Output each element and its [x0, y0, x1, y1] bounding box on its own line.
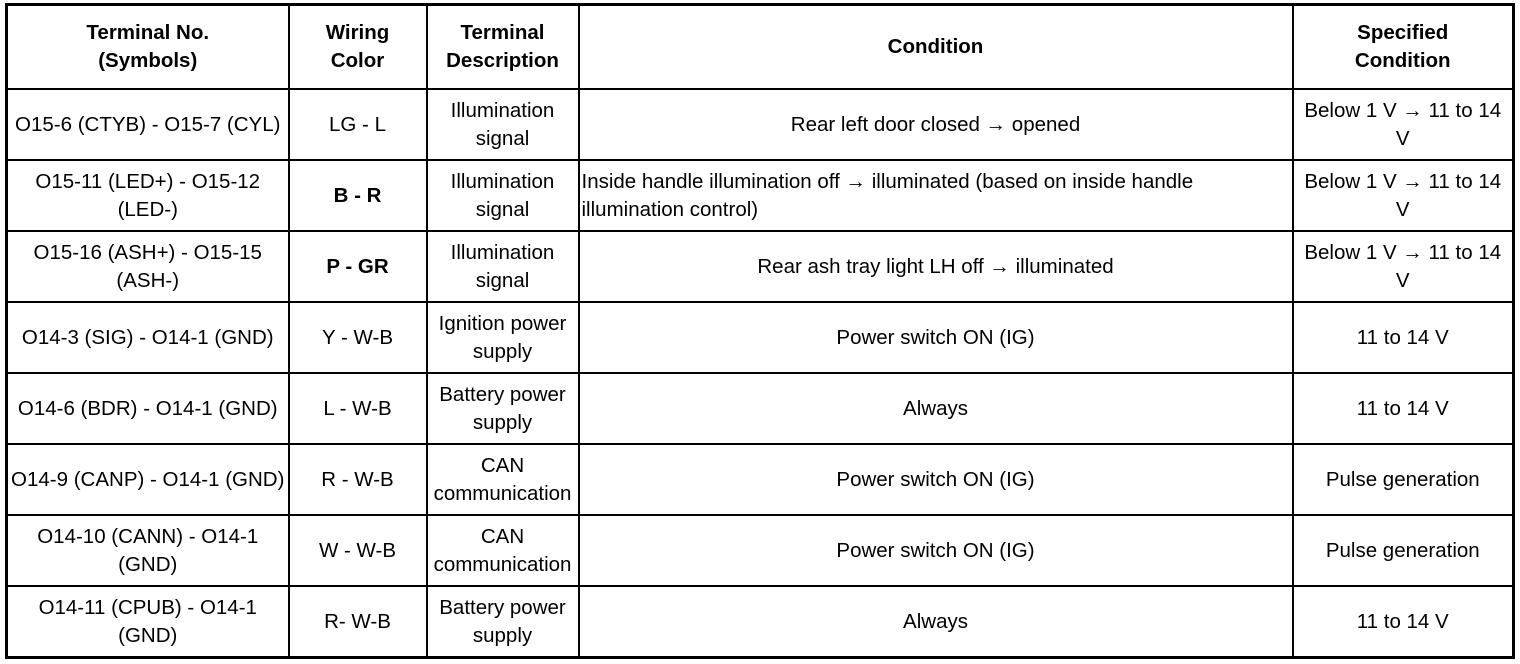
description-cell: CAN communication	[427, 444, 579, 515]
description-cell: Illumination signal	[427, 160, 579, 231]
terminal-cell: O15-6 (CTYB) - O15-7 (CYL)	[7, 89, 289, 160]
wiring-color-cell: Y - W-B	[289, 302, 427, 373]
table-row	[7, 160, 1514, 231]
condition-cell: Rear ash tray light LH off → illuminated	[579, 231, 1293, 302]
wiring-color-cell: LG - L	[289, 89, 427, 160]
condition-cell: Power switch ON (IG)	[579, 515, 1293, 586]
terminal-inspection-table	[5, 3, 1515, 659]
table-row	[7, 444, 1514, 515]
wiring-color-cell: P - GR	[289, 231, 427, 302]
specified-condition-cell: Below 1 V → 11 to 14 V	[1293, 160, 1514, 231]
condition-cell: Always	[579, 373, 1293, 444]
terminal-cell: O14-9 (CANP) - O14-1 (GND)	[7, 444, 289, 515]
header-terminal-no: Terminal No. (Symbols)	[7, 5, 289, 90]
specified-condition-cell: Below 1 V → 11 to 14 V	[1293, 89, 1514, 160]
specified-condition-cell: Pulse generation	[1293, 515, 1514, 586]
description-cell: Illumination signal	[427, 89, 579, 160]
terminal-table-container	[5, 3, 1515, 659]
table-row	[7, 302, 1514, 373]
condition-cell: Inside handle illumination off → illuminated (based on inside handle illumination control)	[579, 160, 1293, 231]
table-row	[7, 373, 1514, 444]
terminal-cell: O14-11 (CPUB) - O14-1 (GND)	[7, 586, 289, 658]
header-row	[7, 5, 1514, 90]
terminal-cell: O15-16 (ASH+) - O15-15 (ASH-)	[7, 231, 289, 302]
wiring-color-cell: B - R	[289, 160, 427, 231]
specified-condition-cell: Pulse generation	[1293, 444, 1514, 515]
description-cell: Battery power supply	[427, 373, 579, 444]
wiring-color-cell: L - W-B	[289, 373, 427, 444]
wiring-color-cell: R- W-B	[289, 586, 427, 658]
table-row	[7, 231, 1514, 302]
table-row	[7, 515, 1514, 586]
specified-condition-cell: Below 1 V → 11 to 14 V	[1293, 231, 1514, 302]
table-row	[7, 89, 1514, 160]
wiring-color-cell: W - W-B	[289, 515, 427, 586]
condition-cell: Power switch ON (IG)	[579, 302, 1293, 373]
description-cell: Battery power supply	[427, 586, 579, 658]
condition-cell: Rear left door closed → opened	[579, 89, 1293, 160]
header-terminal-description: Terminal Description	[427, 5, 579, 90]
specified-condition-cell: 11 to 14 V	[1293, 586, 1514, 658]
condition-cell: Always	[579, 586, 1293, 658]
wiring-color-cell: R - W-B	[289, 444, 427, 515]
description-cell: Ignition power supply	[427, 302, 579, 373]
description-cell: CAN communication	[427, 515, 579, 586]
terminal-cell: O14-10 (CANN) - O14-1 (GND)	[7, 515, 289, 586]
specified-condition-cell: 11 to 14 V	[1293, 373, 1514, 444]
table-row	[7, 586, 1514, 658]
header-specified-condition: Specified Condition	[1293, 5, 1514, 90]
terminal-cell: O15-11 (LED+) - O15-12 (LED-)	[7, 160, 289, 231]
terminal-cell: O14-6 (BDR) - O14-1 (GND)	[7, 373, 289, 444]
header-condition: Condition	[579, 5, 1293, 90]
specified-condition-cell: 11 to 14 V	[1293, 302, 1514, 373]
description-cell: Illumination signal	[427, 231, 579, 302]
condition-cell: Power switch ON (IG)	[579, 444, 1293, 515]
terminal-cell: O14-3 (SIG) - O14-1 (GND)	[7, 302, 289, 373]
header-wiring-color: Wiring Color	[289, 5, 427, 90]
